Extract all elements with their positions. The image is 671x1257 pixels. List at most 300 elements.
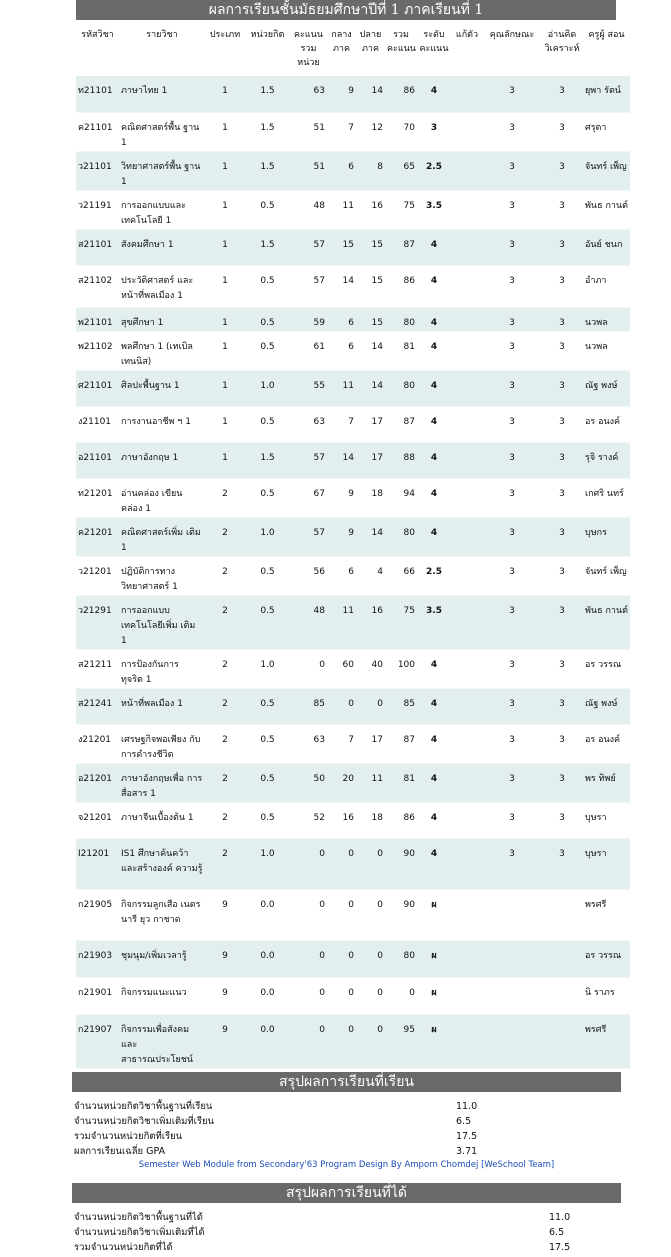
cell-credit: 0.5 <box>245 331 290 370</box>
cell-code: ก21907 <box>76 1014 119 1068</box>
cell-code: ศ21101 <box>76 370 119 406</box>
cell-teacher: บุษกร <box>583 517 630 556</box>
summary-value: 6.5 <box>456 1116 472 1127</box>
cell-reading: 3 <box>541 688 583 724</box>
cell-retake <box>451 595 483 649</box>
table-row <box>76 190 630 229</box>
cell-subject: เศรษฐกิจพอเพียง กับการดำรงชีวิต <box>119 724 205 763</box>
cell-code: อ21201 <box>76 763 119 802</box>
cell-grade: 4 <box>417 370 451 406</box>
cell-final: 18 <box>356 802 385 838</box>
summary-value: 11.0 <box>549 1212 571 1223</box>
cell-credit: 0.5 <box>245 478 290 517</box>
cell-code: ว21201 <box>76 556 119 595</box>
cell-subject: คณิตศาสตร์พื้น ฐาน 1 <box>119 112 205 151</box>
cell-collect: 0 <box>290 977 327 1014</box>
cell-mid: 15 <box>327 229 356 265</box>
col-header-teacher: ครูผู้ สอน <box>583 26 630 76</box>
cell-subject: การงานอาชีพ ฯ 1 <box>119 406 205 442</box>
cell-total: 90 <box>385 889 417 940</box>
cell-type: 2 <box>205 838 245 889</box>
cell-credit: 0.0 <box>245 889 290 940</box>
cell-final: 18 <box>356 478 385 517</box>
cell-mid: 9 <box>327 76 356 112</box>
table-row <box>76 370 630 406</box>
cell-grade: 4 <box>417 265 451 307</box>
cell-reading: 3 <box>541 763 583 802</box>
cell-final: 12 <box>356 112 385 151</box>
summary-value: 17.5 <box>456 1131 478 1142</box>
cell-type: 2 <box>205 763 245 802</box>
summary-label: รวมจำนวนหน่วยกิตที่เรียน <box>74 1131 183 1142</box>
cell-code: ท21201 <box>76 478 119 517</box>
cell-code: ค21101 <box>76 112 119 151</box>
cell-mid: 14 <box>327 442 356 478</box>
table-row <box>76 889 630 940</box>
cell-retake <box>451 802 483 838</box>
cell-final: 0 <box>356 889 385 940</box>
cell-characteristic: 3 <box>483 76 541 112</box>
cell-retake <box>451 478 483 517</box>
cell-collect: 85 <box>290 688 327 724</box>
cell-teacher: อันย์ ชนก <box>583 229 630 265</box>
cell-teacher: อร อนงค์ <box>583 724 630 763</box>
cell-teacher: อร วรรณ <box>583 649 630 688</box>
cell-credit: 0.5 <box>245 763 290 802</box>
cell-type: 9 <box>205 940 245 977</box>
cell-code: ส21102 <box>76 265 119 307</box>
cell-reading: 3 <box>541 556 583 595</box>
cell-characteristic: 3 <box>483 724 541 763</box>
cell-characteristic: 3 <box>483 151 541 190</box>
col-header-retake: แก้ตัว <box>451 26 483 76</box>
table-row <box>76 838 630 889</box>
table-row <box>76 688 630 724</box>
cell-type: 1 <box>205 112 245 151</box>
cell-teacher: นิ ราภร <box>583 977 630 1014</box>
cell-code: ง21101 <box>76 406 119 442</box>
cell-collect: 61 <box>290 331 327 370</box>
cell-characteristic: 3 <box>483 331 541 370</box>
table-row <box>76 265 630 307</box>
col-header-mid: กลาง ภาค <box>327 26 356 76</box>
cell-credit: 0.5 <box>245 688 290 724</box>
cell-teacher: อร อนงค์ <box>583 406 630 442</box>
summary-row <box>72 1225 621 1240</box>
cell-subject: อ่านคล่อง เขียน คล่อง 1 <box>119 478 205 517</box>
cell-final: 16 <box>356 595 385 649</box>
summary-row <box>72 1114 621 1129</box>
cell-grade: 4 <box>417 229 451 265</box>
cell-characteristic: 3 <box>483 265 541 307</box>
cell-teacher: พรศรี <box>583 1014 630 1068</box>
cell-characteristic: 3 <box>483 307 541 331</box>
cell-teacher: ศรุตา <box>583 112 630 151</box>
cell-final: 16 <box>356 190 385 229</box>
summary-studied <box>72 1099 621 1172</box>
cell-teacher: พร ทิพย์ <box>583 763 630 802</box>
cell-mid: 0 <box>327 977 356 1014</box>
cell-collect: 51 <box>290 151 327 190</box>
table-row <box>76 517 630 556</box>
cell-collect: 55 <box>290 370 327 406</box>
cell-reading: 3 <box>541 595 583 649</box>
cell-teacher: จันทร์ เพ็ญ <box>583 556 630 595</box>
summary-earned <box>72 1210 621 1255</box>
cell-type: 1 <box>205 331 245 370</box>
cell-type: 1 <box>205 265 245 307</box>
cell-credit: 1.0 <box>245 649 290 688</box>
cell-characteristic <box>483 940 541 977</box>
cell-subject: คณิตศาสตร์เพิ่ม เติม 1 <box>119 517 205 556</box>
cell-type: 2 <box>205 595 245 649</box>
cell-code: พ21101 <box>76 307 119 331</box>
cell-code: ก21901 <box>76 977 119 1014</box>
cell-teacher: นวพล <box>583 307 630 331</box>
col-header-characteristic: คุณลักษณะ <box>483 26 541 76</box>
cell-total: 66 <box>385 556 417 595</box>
col-header-total: รวม คะแนน <box>385 26 417 76</box>
cell-credit: 1.5 <box>245 442 290 478</box>
cell-code: I21201 <box>76 838 119 889</box>
cell-collect: 63 <box>290 724 327 763</box>
cell-retake <box>451 190 483 229</box>
cell-retake <box>451 688 483 724</box>
cell-subject: ชุมนุม/เพิ่มเวลารู้ <box>119 940 205 977</box>
summary-row <box>72 1099 621 1114</box>
cell-characteristic: 3 <box>483 517 541 556</box>
cell-code: ก21903 <box>76 940 119 977</box>
cell-mid: 60 <box>327 649 356 688</box>
cell-retake <box>451 265 483 307</box>
grades-table <box>76 26 630 1069</box>
cell-mid: 6 <box>327 331 356 370</box>
cell-code: ก21905 <box>76 889 119 940</box>
col-header-reading: อ่านคิด วิเคราะห์ <box>541 26 583 76</box>
cell-characteristic: 3 <box>483 370 541 406</box>
cell-type: 9 <box>205 977 245 1014</box>
cell-reading: 3 <box>541 307 583 331</box>
cell-grade: 4 <box>417 307 451 331</box>
cell-grade: ผ <box>417 940 451 977</box>
col-header-code: รหัสวิชา <box>76 26 119 76</box>
cell-reading: 3 <box>541 802 583 838</box>
cell-mid: 6 <box>327 556 356 595</box>
cell-characteristic <box>483 1014 541 1068</box>
cell-subject: ภาษาไทย 1 <box>119 76 205 112</box>
cell-grade: 2.5 <box>417 556 451 595</box>
cell-collect: 0 <box>290 838 327 889</box>
cell-code: อ21101 <box>76 442 119 478</box>
cell-grade: 4 <box>417 76 451 112</box>
summary-label: จำนวนหน่วยกิตวิชาพื้นฐานที่เรียน <box>74 1101 213 1112</box>
cell-type: 1 <box>205 406 245 442</box>
cell-code: ว21291 <box>76 595 119 649</box>
cell-final: 15 <box>356 307 385 331</box>
cell-credit: 0.0 <box>245 1014 290 1068</box>
cell-type: 2 <box>205 688 245 724</box>
cell-mid: 16 <box>327 802 356 838</box>
cell-teacher: พันธ กานต์ <box>583 190 630 229</box>
cell-final: 17 <box>356 724 385 763</box>
cell-characteristic: 3 <box>483 763 541 802</box>
cell-collect: 67 <box>290 478 327 517</box>
cell-total: 81 <box>385 763 417 802</box>
cell-total: 80 <box>385 940 417 977</box>
cell-characteristic: 3 <box>483 190 541 229</box>
cell-characteristic: 3 <box>483 442 541 478</box>
cell-teacher: พรศรี <box>583 889 630 940</box>
cell-subject: ภาษาจีนเบื้องต้น 1 <box>119 802 205 838</box>
cell-code: ส21101 <box>76 229 119 265</box>
cell-teacher: ณัฐ พงษ์ <box>583 688 630 724</box>
cell-type: 2 <box>205 649 245 688</box>
table-row <box>76 307 630 331</box>
cell-total: 87 <box>385 229 417 265</box>
cell-collect: 59 <box>290 307 327 331</box>
cell-type: 1 <box>205 229 245 265</box>
cell-mid: 11 <box>327 595 356 649</box>
cell-final: 8 <box>356 151 385 190</box>
credit-line: Semester Web Module from Secondary'63 Program Design By Amporn Chomdej [WeSchool Team] <box>138 1160 555 1170</box>
cell-total: 65 <box>385 151 417 190</box>
cell-type: 1 <box>205 370 245 406</box>
cell-mid: 6 <box>327 307 356 331</box>
table-row <box>76 478 630 517</box>
cell-characteristic: 3 <box>483 556 541 595</box>
cell-characteristic <box>483 977 541 1014</box>
cell-mid: 0 <box>327 940 356 977</box>
cell-grade: 4 <box>417 406 451 442</box>
cell-subject: วิทยาศาสตร์พื้น ฐาน 1 <box>119 151 205 190</box>
cell-type: 1 <box>205 442 245 478</box>
cell-final: 0 <box>356 977 385 1014</box>
cell-total: 80 <box>385 307 417 331</box>
cell-credit: 1.5 <box>245 112 290 151</box>
cell-type: 1 <box>205 151 245 190</box>
cell-collect: 57 <box>290 265 327 307</box>
cell-reading: 3 <box>541 838 583 889</box>
cell-retake <box>451 556 483 595</box>
cell-code: พ21102 <box>76 331 119 370</box>
cell-credit: 0.0 <box>245 940 290 977</box>
cell-final: 0 <box>356 838 385 889</box>
cell-code: ค21201 <box>76 517 119 556</box>
cell-credit: 0.5 <box>245 556 290 595</box>
cell-type: 2 <box>205 724 245 763</box>
table-header-row <box>76 26 630 76</box>
cell-retake <box>451 517 483 556</box>
cell-teacher: เกศริ นทร์ <box>583 478 630 517</box>
cell-credit: 0.5 <box>245 307 290 331</box>
cell-reading <box>541 940 583 977</box>
cell-mid: 11 <box>327 370 356 406</box>
cell-mid: 0 <box>327 838 356 889</box>
cell-mid: 0 <box>327 889 356 940</box>
cell-subject: การออกแบบ เทคโนโลยีเพิ่ม เติม 1 <box>119 595 205 649</box>
cell-subject: สังคมศึกษา 1 <box>119 229 205 265</box>
cell-final: 11 <box>356 763 385 802</box>
cell-characteristic: 3 <box>483 649 541 688</box>
cell-credit: 1.0 <box>245 517 290 556</box>
cell-reading: 3 <box>541 112 583 151</box>
cell-type: 1 <box>205 307 245 331</box>
cell-type: 9 <box>205 889 245 940</box>
summary-value: 6.5 <box>549 1227 565 1238</box>
cell-characteristic <box>483 889 541 940</box>
cell-collect: 57 <box>290 442 327 478</box>
cell-credit: 0.5 <box>245 595 290 649</box>
cell-code: ส21211 <box>76 649 119 688</box>
cell-total: 80 <box>385 370 417 406</box>
cell-subject: ศิลปะพื้นฐาน 1 <box>119 370 205 406</box>
summary-value: 3.71 <box>456 1146 478 1157</box>
cell-retake <box>451 370 483 406</box>
cell-grade: 4 <box>417 838 451 889</box>
cell-teacher: บุษรา <box>583 802 630 838</box>
summary-row <box>72 1210 621 1225</box>
cell-final: 15 <box>356 229 385 265</box>
cell-code: ว21101 <box>76 151 119 190</box>
table-row <box>76 151 630 190</box>
table-row <box>76 556 630 595</box>
cell-reading: 3 <box>541 190 583 229</box>
cell-mid: 7 <box>327 724 356 763</box>
summary-value: 17.5 <box>549 1242 571 1253</box>
table-row <box>76 802 630 838</box>
cell-collect: 0 <box>290 1014 327 1068</box>
cell-retake <box>451 977 483 1014</box>
cell-characteristic: 3 <box>483 478 541 517</box>
cell-collect: 57 <box>290 229 327 265</box>
cell-total: 0 <box>385 977 417 1014</box>
cell-grade: 4 <box>417 517 451 556</box>
cell-collect: 56 <box>290 556 327 595</box>
cell-retake <box>451 442 483 478</box>
summary-studied-title: สรุปผลการเรียนที่เรียน <box>72 1072 621 1092</box>
cell-grade: 3.5 <box>417 190 451 229</box>
cell-retake <box>451 76 483 112</box>
cell-total: 95 <box>385 1014 417 1068</box>
cell-grade: 4 <box>417 724 451 763</box>
cell-teacher: จันทร์ เพ็ญ <box>583 151 630 190</box>
cell-code: ส21241 <box>76 688 119 724</box>
cell-grade: 3 <box>417 112 451 151</box>
cell-characteristic: 3 <box>483 838 541 889</box>
cell-reading: 3 <box>541 517 583 556</box>
summary-label: จำนวนหน่วยกิตวิชาพื้นฐานที่ได้ <box>74 1212 203 1223</box>
cell-collect: 0 <box>290 649 327 688</box>
cell-subject: การออกแบบและ เทคโนโลยี 1 <box>119 190 205 229</box>
cell-grade: ผ <box>417 977 451 1014</box>
cell-teacher: อร วรรณ <box>583 940 630 977</box>
cell-collect: 57 <box>290 517 327 556</box>
cell-subject: สุขศึกษา 1 <box>119 307 205 331</box>
col-header-final: ปลาย ภาค <box>356 26 385 76</box>
cell-credit: 1.0 <box>245 838 290 889</box>
cell-mid: 11 <box>327 190 356 229</box>
cell-retake <box>451 649 483 688</box>
cell-retake <box>451 307 483 331</box>
cell-grade: 4 <box>417 478 451 517</box>
cell-mid: 7 <box>327 406 356 442</box>
cell-teacher: บุษรา <box>583 838 630 889</box>
cell-subject: IS1 ศึกษาค้นคว้า และสร้างองค์ ความรู้ <box>119 838 205 889</box>
cell-subject: ภาษาอังกฤษเพื่อ การสื่อสาร 1 <box>119 763 205 802</box>
cell-mid: 14 <box>327 265 356 307</box>
cell-final: 14 <box>356 76 385 112</box>
cell-teacher: นวพล <box>583 331 630 370</box>
cell-subject: กิจกรรมแนะแนว <box>119 977 205 1014</box>
cell-grade: 4 <box>417 802 451 838</box>
cell-retake <box>451 229 483 265</box>
cell-final: 15 <box>356 265 385 307</box>
cell-total: 86 <box>385 76 417 112</box>
cell-type: 2 <box>205 556 245 595</box>
cell-teacher: รุจิ รางค์ <box>583 442 630 478</box>
page-title: ผลการเรียนชั้นมัธยมศึกษาปีที่ 1 ภาคเรียนที่ 1 <box>76 0 616 20</box>
cell-grade: ผ <box>417 889 451 940</box>
cell-final: 17 <box>356 406 385 442</box>
col-header-collect: คะแนน รวม หน่วย <box>290 26 327 76</box>
cell-retake <box>451 1014 483 1068</box>
cell-grade: 4 <box>417 331 451 370</box>
cell-total: 100 <box>385 649 417 688</box>
cell-collect: 0 <box>290 889 327 940</box>
cell-reading <box>541 977 583 1014</box>
cell-teacher: อำภา <box>583 265 630 307</box>
cell-total: 80 <box>385 517 417 556</box>
summary-earned-title: สรุปผลการเรียนที่ได้ <box>72 1183 621 1203</box>
table-row <box>76 76 630 112</box>
cell-type: 1 <box>205 190 245 229</box>
cell-retake <box>451 763 483 802</box>
cell-characteristic: 3 <box>483 406 541 442</box>
cell-grade: 4 <box>417 649 451 688</box>
cell-subject: ประวัติศาสตร์ และหน้าที่พลเมือง 1 <box>119 265 205 307</box>
cell-teacher: พันธ กานต์ <box>583 595 630 649</box>
cell-retake <box>451 889 483 940</box>
cell-total: 85 <box>385 688 417 724</box>
cell-total: 86 <box>385 265 417 307</box>
cell-credit: 0.0 <box>245 977 290 1014</box>
cell-credit: 0.5 <box>245 190 290 229</box>
cell-collect: 63 <box>290 406 327 442</box>
col-header-credit: หน่วยกิต <box>245 26 290 76</box>
summary-row <box>72 1240 621 1255</box>
cell-reading: 3 <box>541 331 583 370</box>
cell-credit: 0.5 <box>245 724 290 763</box>
cell-retake <box>451 112 483 151</box>
table-row <box>76 763 630 802</box>
cell-mid: 9 <box>327 478 356 517</box>
table-row <box>76 112 630 151</box>
cell-collect: 48 <box>290 190 327 229</box>
summary-value: 11.0 <box>456 1101 478 1112</box>
table-row <box>76 595 630 649</box>
cell-subject: กิจกรรมเพื่อสังคม และ สาธารณประโยชน์ <box>119 1014 205 1068</box>
cell-retake <box>451 331 483 370</box>
cell-code: ท21101 <box>76 76 119 112</box>
cell-characteristic: 3 <box>483 802 541 838</box>
cell-total: 87 <box>385 724 417 763</box>
cell-final: 40 <box>356 649 385 688</box>
cell-retake <box>451 724 483 763</box>
cell-characteristic: 3 <box>483 229 541 265</box>
cell-retake <box>451 151 483 190</box>
cell-final: 14 <box>356 370 385 406</box>
cell-final: 14 <box>356 331 385 370</box>
